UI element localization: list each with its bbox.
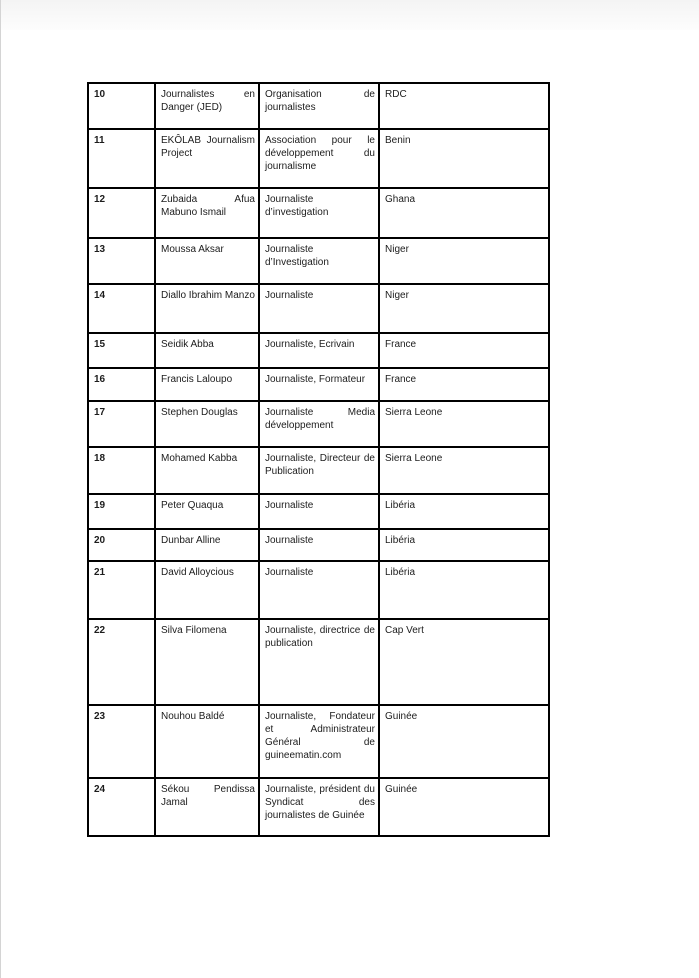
country-cell: Guinée — [379, 778, 549, 836]
page-left-edge-line — [0, 0, 1, 978]
row-number-cell: 22 — [88, 619, 155, 705]
table-row — [88, 561, 549, 619]
country-cell: Niger — [379, 238, 549, 284]
table-row — [88, 368, 549, 401]
table-row — [88, 529, 549, 561]
row-number-cell: 16 — [88, 368, 155, 401]
name-cell: Dunbar Alline — [155, 529, 259, 561]
name-cell: Zubaida Afua Mabuno Ismail — [155, 188, 259, 238]
row-number-cell: 17 — [88, 401, 155, 447]
role-cell: Journaliste d’investigation — [259, 188, 379, 238]
name-cell: Stephen Douglas — [155, 401, 259, 447]
role-cell: Journaliste d’Investigation — [259, 238, 379, 284]
role-cell: Journaliste, directrice de publication — [259, 619, 379, 705]
role-cell: Journaliste, Formateur — [259, 368, 379, 401]
country-cell: Sierra Leone — [379, 447, 549, 494]
row-number-cell: 15 — [88, 333, 155, 368]
country-cell: Guinée — [379, 705, 549, 778]
country-cell: Sierra Leone — [379, 401, 549, 447]
table-row — [88, 401, 549, 447]
country-cell: Niger — [379, 284, 549, 333]
name-cell: EKÔLAB Journalism Project — [155, 129, 259, 188]
name-cell: Seidik Abba — [155, 333, 259, 368]
country-cell: Cap Vert — [379, 619, 549, 705]
table-row — [88, 333, 549, 368]
row-number-cell: 18 — [88, 447, 155, 494]
row-number-cell: 13 — [88, 238, 155, 284]
table-row — [88, 284, 549, 333]
name-cell: Silva Filomena — [155, 619, 259, 705]
journalists-table-body — [88, 83, 549, 836]
row-number-cell: 20 — [88, 529, 155, 561]
row-number-cell: 21 — [88, 561, 155, 619]
country-cell: RDC — [379, 83, 549, 129]
role-cell: Journaliste, Directeur de Publication — [259, 447, 379, 494]
role-cell: Journaliste, Ecrivain — [259, 333, 379, 368]
role-cell: Journaliste — [259, 529, 379, 561]
name-cell: Nouhou Baldé — [155, 705, 259, 778]
table-row — [88, 705, 549, 778]
name-cell: Diallo Ibrahim Manzo — [155, 284, 259, 333]
journalists-table — [87, 82, 550, 837]
table-row — [88, 129, 549, 188]
page-top-band — [0, 0, 699, 30]
row-number-cell: 12 — [88, 188, 155, 238]
role-cell: Journaliste, Fondateur et Administrateur Général de guineematin.com — [259, 705, 379, 778]
row-number-cell: 19 — [88, 494, 155, 529]
table-row — [88, 447, 549, 494]
country-cell: France — [379, 333, 549, 368]
table-row — [88, 83, 549, 129]
role-cell: Journaliste — [259, 561, 379, 619]
name-cell: Francis Laloupo — [155, 368, 259, 401]
table-row — [88, 619, 549, 705]
name-cell: Sékou Pendissa Jamal — [155, 778, 259, 836]
table-row — [88, 778, 549, 836]
row-number-cell: 24 — [88, 778, 155, 836]
row-number-cell: 11 — [88, 129, 155, 188]
name-cell: Peter Quaqua — [155, 494, 259, 529]
role-cell: Organisation de journalistes — [259, 83, 379, 129]
country-cell: Libéria — [379, 561, 549, 619]
row-number-cell: 23 — [88, 705, 155, 778]
country-cell: Libéria — [379, 529, 549, 561]
role-cell: Journaliste — [259, 284, 379, 333]
name-cell: Journalistes en Danger (JED) — [155, 83, 259, 129]
row-number-cell: 14 — [88, 284, 155, 333]
row-number-cell: 10 — [88, 83, 155, 129]
role-cell: Journaliste, président du Syndicat des journalistes de Guinée — [259, 778, 379, 836]
country-cell: Ghana — [379, 188, 549, 238]
country-cell: France — [379, 368, 549, 401]
country-cell: Benin — [379, 129, 549, 188]
table-row — [88, 238, 549, 284]
table-row — [88, 494, 549, 529]
role-cell: Journaliste Media développement — [259, 401, 379, 447]
name-cell: David Alloycious — [155, 561, 259, 619]
role-cell: Association pour le développement du journalisme — [259, 129, 379, 188]
table-row — [88, 188, 549, 238]
country-cell: Libéria — [379, 494, 549, 529]
role-cell: Journaliste — [259, 494, 379, 529]
name-cell: Moussa Aksar — [155, 238, 259, 284]
name-cell: Mohamed Kabba — [155, 447, 259, 494]
